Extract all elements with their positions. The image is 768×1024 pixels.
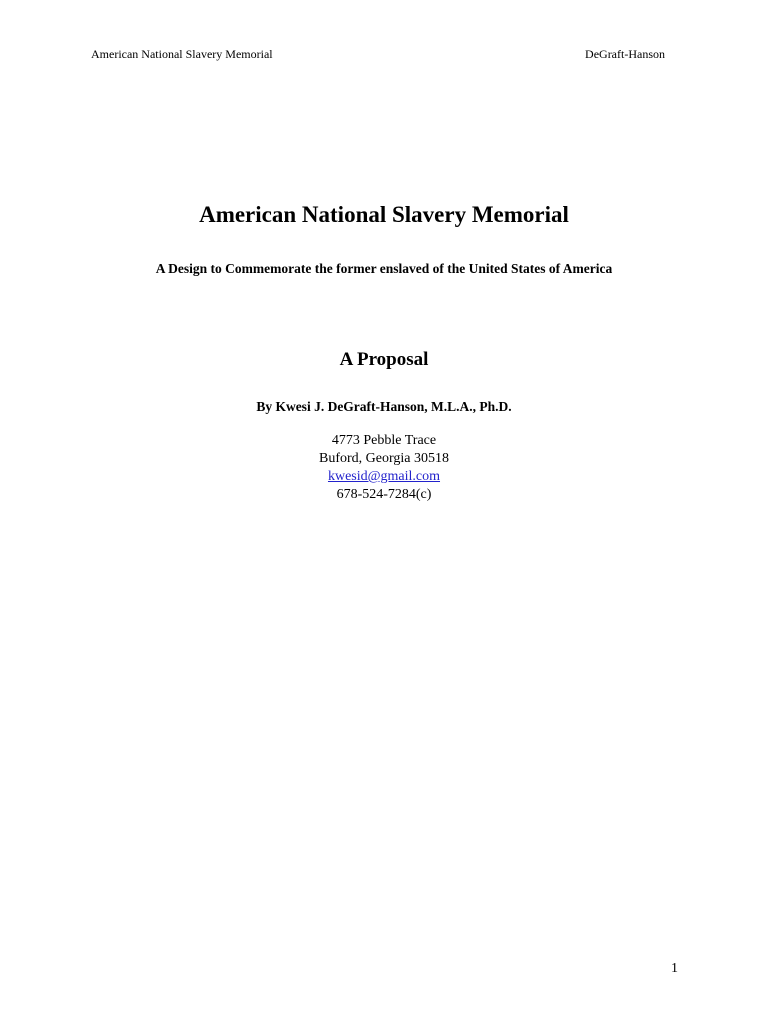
address-city: Buford, Georgia 30518 bbox=[319, 451, 449, 466]
address-block bbox=[0, 432, 768, 504]
address-email-row bbox=[0, 468, 768, 486]
header-author: DeGraft-Hanson bbox=[585, 47, 665, 61]
address-street: 4773 Pebble Trace bbox=[331, 433, 437, 448]
header-title: American National Slavery Memorial bbox=[91, 47, 273, 61]
running-header bbox=[91, 46, 665, 62]
page-number: 1 bbox=[671, 961, 678, 976]
email-link[interactable]: kwesid@gmail.com bbox=[327, 469, 441, 484]
document-subtitle: A Design to Commemorate the former enslaved of the United States of America bbox=[155, 261, 613, 276]
proposal-heading: A Proposal bbox=[339, 349, 429, 370]
author-line: By Kwesi J. DeGraft-Hanson, M.L.A., Ph.D. bbox=[256, 399, 512, 414]
address-phone: 678-524-7284(c) bbox=[336, 487, 432, 502]
document-title: American National Slavery Memorial bbox=[199, 202, 569, 227]
